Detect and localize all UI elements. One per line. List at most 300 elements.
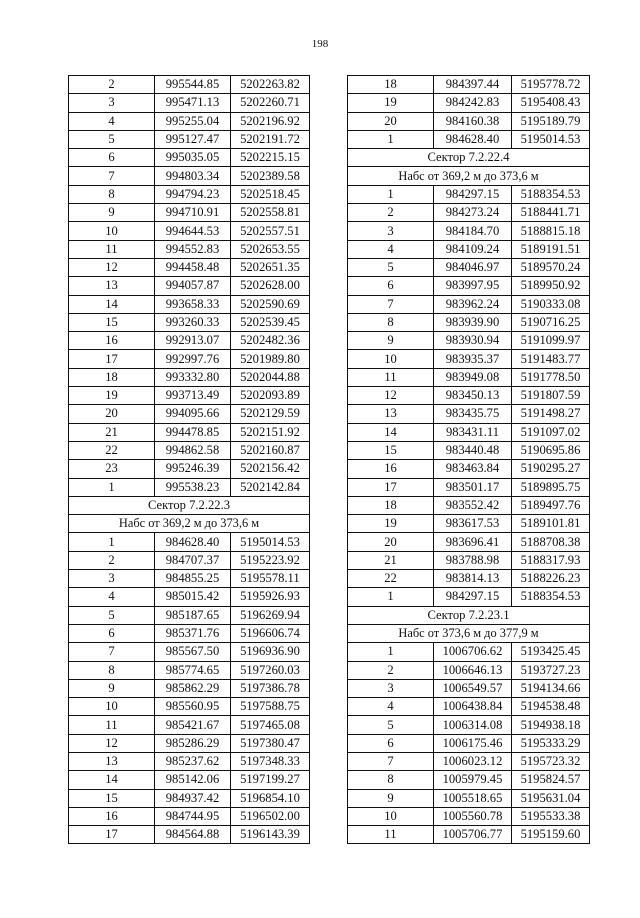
table-row	[348, 332, 590, 350]
y-coordinate-cell: 5196143.39	[231, 826, 310, 844]
x-coordinate-cell: 993713.49	[155, 387, 231, 405]
point-number-cell: 15	[69, 313, 155, 331]
table-row	[348, 771, 590, 789]
point-number-cell: 21	[348, 551, 434, 569]
table-row	[348, 478, 590, 496]
point-number-cell: 12	[69, 734, 155, 752]
point-number-cell: 8	[348, 313, 434, 331]
y-coordinate-cell: 5202151.92	[231, 423, 310, 441]
point-number-cell: 16	[69, 807, 155, 825]
point-number-cell: 7	[69, 643, 155, 661]
y-coordinate-cell: 5195723.32	[512, 752, 590, 770]
point-number-cell: 4	[348, 698, 434, 716]
x-coordinate-cell: 994710.91	[155, 204, 231, 222]
height-range-row	[348, 167, 590, 185]
point-number-cell: 8	[348, 771, 434, 789]
table-row	[69, 807, 310, 825]
x-coordinate-cell: 985371.76	[155, 624, 231, 642]
point-number-cell: 15	[348, 441, 434, 459]
table-row	[348, 350, 590, 368]
sector-title-row	[69, 496, 310, 514]
table-row	[348, 533, 590, 551]
y-coordinate-cell: 5202044.88	[231, 368, 310, 386]
y-coordinate-cell: 5197348.33	[231, 752, 310, 770]
y-coordinate-cell: 5191099.97	[512, 332, 590, 350]
table-row	[69, 277, 310, 295]
point-number-cell: 4	[69, 588, 155, 606]
y-coordinate-cell: 5202196.92	[231, 112, 310, 130]
x-coordinate-cell: 983617.53	[434, 515, 512, 533]
point-number-cell: 10	[69, 698, 155, 716]
height-range: Набс от 369,2 м до 373,6 м	[69, 515, 310, 533]
table-row	[348, 185, 590, 203]
table-row	[69, 661, 310, 679]
x-coordinate-cell: 984937.42	[155, 789, 231, 807]
point-number-cell: 15	[69, 789, 155, 807]
table-row	[348, 277, 590, 295]
x-coordinate-cell: 984109.24	[434, 240, 512, 258]
x-coordinate-cell: 992913.07	[155, 332, 231, 350]
coordinates-table-left	[68, 75, 310, 844]
x-coordinate-cell: 995544.85	[155, 76, 231, 94]
height-range: Набс от 373,6 м до 377,9 м	[348, 624, 590, 642]
table-row	[69, 204, 310, 222]
y-coordinate-cell: 5202558.81	[231, 204, 310, 222]
y-coordinate-cell: 5191483.77	[512, 350, 590, 368]
point-number-cell: 13	[348, 405, 434, 423]
y-coordinate-cell: 5195631.04	[512, 789, 590, 807]
y-coordinate-cell: 5195578.11	[231, 570, 310, 588]
y-coordinate-cell: 5194134.66	[512, 679, 590, 697]
y-coordinate-cell: 5197386.78	[231, 679, 310, 697]
y-coordinate-cell: 5190716.25	[512, 313, 590, 331]
coordinates-table-right	[347, 75, 590, 844]
y-coordinate-cell: 5202160.87	[231, 441, 310, 459]
point-number-cell: 5	[348, 716, 434, 734]
point-number-cell: 3	[69, 570, 155, 588]
table-row	[69, 130, 310, 148]
y-coordinate-cell: 5196269.94	[231, 606, 310, 624]
point-number-cell: 17	[69, 350, 155, 368]
point-number-cell: 6	[69, 149, 155, 167]
x-coordinate-cell: 1005706.77	[434, 826, 512, 844]
point-number-cell: 10	[348, 350, 434, 368]
table-row	[348, 661, 590, 679]
point-number-cell: 9	[348, 332, 434, 350]
x-coordinate-cell: 1006706.62	[434, 643, 512, 661]
y-coordinate-cell: 5201989.80	[231, 350, 310, 368]
point-number-cell: 7	[348, 295, 434, 313]
point-number-cell: 14	[348, 423, 434, 441]
point-number-cell: 2	[348, 204, 434, 222]
y-coordinate-cell: 5196606.74	[231, 624, 310, 642]
x-coordinate-cell: 994057.87	[155, 277, 231, 295]
table-row	[348, 551, 590, 569]
x-coordinate-cell: 1006023.12	[434, 752, 512, 770]
y-coordinate-cell: 5190695.86	[512, 441, 590, 459]
x-coordinate-cell: 994552.83	[155, 240, 231, 258]
x-coordinate-cell: 993658.33	[155, 295, 231, 313]
x-coordinate-cell: 983440.48	[434, 441, 512, 459]
point-number-cell: 6	[348, 277, 434, 295]
page-number: 198	[311, 38, 329, 50]
x-coordinate-cell: 1006438.84	[434, 698, 512, 716]
table-row	[69, 734, 310, 752]
coordinates-table-left-body	[69, 76, 310, 844]
point-number-cell: 1	[69, 478, 155, 496]
table-row	[348, 570, 590, 588]
point-number-cell: 22	[69, 441, 155, 459]
y-coordinate-cell: 5188815.18	[512, 222, 590, 240]
x-coordinate-cell: 984297.15	[434, 588, 512, 606]
sector-title-row	[348, 606, 590, 624]
point-number-cell: 8	[69, 185, 155, 203]
x-coordinate-cell: 984397.44	[434, 76, 512, 94]
point-number-cell: 20	[348, 112, 434, 130]
x-coordinate-cell: 984628.40	[434, 130, 512, 148]
point-number-cell: 12	[69, 258, 155, 276]
point-number-cell: 2	[69, 76, 155, 94]
table-row	[348, 441, 590, 459]
x-coordinate-cell: 994095.66	[155, 405, 231, 423]
y-coordinate-cell: 5195926.93	[231, 588, 310, 606]
x-coordinate-cell: 1005560.78	[434, 807, 512, 825]
table-row	[348, 204, 590, 222]
point-number-cell: 3	[69, 94, 155, 112]
x-coordinate-cell: 984046.97	[434, 258, 512, 276]
y-coordinate-cell: 5191498.27	[512, 405, 590, 423]
point-number-cell: 4	[348, 240, 434, 258]
point-number-cell: 5	[348, 258, 434, 276]
x-coordinate-cell: 983814.13	[434, 570, 512, 588]
sector-title-row	[348, 149, 590, 167]
x-coordinate-cell: 985567.50	[155, 643, 231, 661]
point-number-cell: 4	[69, 112, 155, 130]
y-coordinate-cell: 5194938.18	[512, 716, 590, 734]
point-number-cell: 13	[69, 752, 155, 770]
point-number-cell: 18	[348, 76, 434, 94]
y-coordinate-cell: 5188354.53	[512, 185, 590, 203]
y-coordinate-cell: 5202263.82	[231, 76, 310, 94]
x-coordinate-cell: 984707.37	[155, 551, 231, 569]
y-coordinate-cell: 5195778.72	[512, 76, 590, 94]
sector-title: Сектор 7.2.22.3	[69, 496, 310, 514]
point-number-cell: 11	[69, 240, 155, 258]
x-coordinate-cell: 984184.70	[434, 222, 512, 240]
y-coordinate-cell: 5195159.60	[512, 826, 590, 844]
coordinates-table-right-body	[348, 76, 590, 844]
table-row	[69, 222, 310, 240]
table-row	[69, 313, 310, 331]
point-number-cell: 17	[348, 478, 434, 496]
point-number-cell: 1	[348, 130, 434, 148]
table-row	[69, 679, 310, 697]
point-number-cell: 17	[69, 826, 155, 844]
table-row	[69, 643, 310, 661]
y-coordinate-cell: 5202215.15	[231, 149, 310, 167]
x-coordinate-cell: 983501.17	[434, 478, 512, 496]
point-number-cell: 7	[348, 752, 434, 770]
x-coordinate-cell: 994794.23	[155, 185, 231, 203]
table-row	[69, 752, 310, 770]
x-coordinate-cell: 984744.95	[155, 807, 231, 825]
y-coordinate-cell: 5188317.93	[512, 551, 590, 569]
x-coordinate-cell: 983463.84	[434, 460, 512, 478]
x-coordinate-cell: 983939.90	[434, 313, 512, 331]
table-row	[69, 716, 310, 734]
y-coordinate-cell: 5202628.00	[231, 277, 310, 295]
point-number-cell: 23	[69, 460, 155, 478]
sector-title: Сектор 7.2.23.1	[348, 606, 590, 624]
x-coordinate-cell: 985560.95	[155, 698, 231, 716]
point-number-cell: 7	[69, 167, 155, 185]
x-coordinate-cell: 993260.33	[155, 313, 231, 331]
table-row	[348, 716, 590, 734]
x-coordinate-cell: 995471.13	[155, 94, 231, 112]
point-number-cell: 12	[348, 387, 434, 405]
table-row	[69, 588, 310, 606]
point-number-cell: 11	[348, 368, 434, 386]
x-coordinate-cell: 994644.53	[155, 222, 231, 240]
y-coordinate-cell: 5191097.02	[512, 423, 590, 441]
x-coordinate-cell: 984297.15	[434, 185, 512, 203]
y-coordinate-cell: 5202093.89	[231, 387, 310, 405]
table-row	[69, 332, 310, 350]
point-number-cell: 10	[348, 807, 434, 825]
x-coordinate-cell: 983450.13	[434, 387, 512, 405]
point-number-cell: 19	[348, 94, 434, 112]
y-coordinate-cell: 5195014.53	[231, 533, 310, 551]
y-coordinate-cell: 5197588.75	[231, 698, 310, 716]
point-number-cell: 14	[69, 295, 155, 313]
x-coordinate-cell: 983431.11	[434, 423, 512, 441]
point-number-cell: 1	[348, 643, 434, 661]
y-coordinate-cell: 5197199.27	[231, 771, 310, 789]
table-row	[69, 789, 310, 807]
y-coordinate-cell: 5196936.90	[231, 643, 310, 661]
point-number-cell: 18	[348, 496, 434, 514]
point-number-cell: 22	[348, 570, 434, 588]
table-row	[348, 112, 590, 130]
table-row	[348, 295, 590, 313]
table-row	[348, 698, 590, 716]
table-row	[348, 423, 590, 441]
y-coordinate-cell: 5202142.84	[231, 478, 310, 496]
x-coordinate-cell: 984628.40	[155, 533, 231, 551]
x-coordinate-cell: 1006549.57	[434, 679, 512, 697]
table-row	[69, 240, 310, 258]
x-coordinate-cell: 994458.48	[155, 258, 231, 276]
table-row	[69, 698, 310, 716]
y-coordinate-cell: 5193727.23	[512, 661, 590, 679]
point-number-cell: 16	[348, 460, 434, 478]
x-coordinate-cell: 993332.80	[155, 368, 231, 386]
y-coordinate-cell: 5195014.53	[512, 130, 590, 148]
point-number-cell: 1	[348, 185, 434, 203]
table-row	[348, 94, 590, 112]
y-coordinate-cell: 5197465.08	[231, 716, 310, 734]
y-coordinate-cell: 5196502.00	[231, 807, 310, 825]
x-coordinate-cell: 1005518.65	[434, 789, 512, 807]
y-coordinate-cell: 5202651.35	[231, 258, 310, 276]
x-coordinate-cell: 995255.04	[155, 112, 231, 130]
point-number-cell: 9	[69, 679, 155, 697]
x-coordinate-cell: 983962.24	[434, 295, 512, 313]
y-coordinate-cell: 5188354.53	[512, 588, 590, 606]
table-row	[348, 807, 590, 825]
y-coordinate-cell: 5188708.38	[512, 533, 590, 551]
table-row	[69, 350, 310, 368]
table-row	[69, 185, 310, 203]
x-coordinate-cell: 983997.95	[434, 277, 512, 295]
y-coordinate-cell: 5191807.59	[512, 387, 590, 405]
y-coordinate-cell: 5189570.24	[512, 258, 590, 276]
table-row	[69, 149, 310, 167]
x-coordinate-cell: 983949.08	[434, 368, 512, 386]
table-row	[348, 313, 590, 331]
y-coordinate-cell: 5189895.75	[512, 478, 590, 496]
point-number-cell: 6	[69, 624, 155, 642]
point-number-cell: 3	[348, 222, 434, 240]
point-number-cell: 10	[69, 222, 155, 240]
y-coordinate-cell: 5202260.71	[231, 94, 310, 112]
point-number-cell: 1	[69, 533, 155, 551]
table-row	[348, 588, 590, 606]
x-coordinate-cell: 992997.76	[155, 350, 231, 368]
y-coordinate-cell: 5188226.23	[512, 570, 590, 588]
table-row	[69, 606, 310, 624]
table-row	[69, 551, 310, 569]
x-coordinate-cell: 983435.75	[434, 405, 512, 423]
y-coordinate-cell: 5202156.42	[231, 460, 310, 478]
y-coordinate-cell: 5190295.27	[512, 460, 590, 478]
x-coordinate-cell: 985862.29	[155, 679, 231, 697]
height-range: Набс от 369,2 м до 373,6 м	[348, 167, 590, 185]
table-row	[69, 826, 310, 844]
point-number-cell: 19	[69, 387, 155, 405]
x-coordinate-cell: 995127.47	[155, 130, 231, 148]
y-coordinate-cell: 5194538.48	[512, 698, 590, 716]
point-number-cell: 19	[348, 515, 434, 533]
point-number-cell: 14	[69, 771, 155, 789]
y-coordinate-cell: 5202518.45	[231, 185, 310, 203]
y-coordinate-cell: 5193425.45	[512, 643, 590, 661]
table-row	[348, 679, 590, 697]
table-row	[69, 570, 310, 588]
table-row	[348, 130, 590, 148]
table-row	[348, 76, 590, 94]
point-number-cell: 11	[69, 716, 155, 734]
y-coordinate-cell: 5189497.76	[512, 496, 590, 514]
point-number-cell: 2	[348, 661, 434, 679]
x-coordinate-cell: 1006314.08	[434, 716, 512, 734]
table-row	[348, 515, 590, 533]
x-coordinate-cell: 985421.67	[155, 716, 231, 734]
y-coordinate-cell: 5197380.47	[231, 734, 310, 752]
table-row	[348, 460, 590, 478]
y-coordinate-cell: 5189101.81	[512, 515, 590, 533]
table-row	[69, 94, 310, 112]
point-number-cell: 18	[69, 368, 155, 386]
y-coordinate-cell: 5189191.51	[512, 240, 590, 258]
y-coordinate-cell: 5191778.50	[512, 368, 590, 386]
table-row	[348, 734, 590, 752]
point-number-cell: 1	[348, 588, 434, 606]
y-coordinate-cell: 5195223.92	[231, 551, 310, 569]
point-number-cell: 3	[348, 679, 434, 697]
point-number-cell: 5	[69, 130, 155, 148]
point-number-cell: 11	[348, 826, 434, 844]
y-coordinate-cell: 5202653.55	[231, 240, 310, 258]
y-coordinate-cell: 5197260.03	[231, 661, 310, 679]
y-coordinate-cell: 5188441.71	[512, 204, 590, 222]
x-coordinate-cell: 995035.05	[155, 149, 231, 167]
table-row	[69, 460, 310, 478]
table-row	[69, 423, 310, 441]
point-number-cell: 6	[348, 734, 434, 752]
table-row	[348, 789, 590, 807]
y-coordinate-cell: 5202129.59	[231, 405, 310, 423]
table-row	[348, 643, 590, 661]
table-row	[69, 387, 310, 405]
y-coordinate-cell: 5195824.57	[512, 771, 590, 789]
y-coordinate-cell: 5202191.72	[231, 130, 310, 148]
x-coordinate-cell: 984564.88	[155, 826, 231, 844]
y-coordinate-cell: 5195189.79	[512, 112, 590, 130]
x-coordinate-cell: 994862.58	[155, 441, 231, 459]
table-row	[348, 368, 590, 386]
x-coordinate-cell: 985187.65	[155, 606, 231, 624]
point-number-cell: 8	[69, 661, 155, 679]
table-row	[69, 533, 310, 551]
y-coordinate-cell: 5195533.38	[512, 807, 590, 825]
table-row	[69, 167, 310, 185]
x-coordinate-cell: 983696.41	[434, 533, 512, 551]
table-row	[348, 752, 590, 770]
table-row	[69, 112, 310, 130]
point-number-cell: 2	[69, 551, 155, 569]
y-coordinate-cell: 5196854.10	[231, 789, 310, 807]
height-range-row	[69, 515, 310, 533]
table-row	[69, 368, 310, 386]
x-coordinate-cell: 984160.38	[434, 112, 512, 130]
x-coordinate-cell: 1006175.46	[434, 734, 512, 752]
y-coordinate-cell: 5195408.43	[512, 94, 590, 112]
x-coordinate-cell: 994803.34	[155, 167, 231, 185]
x-coordinate-cell: 984242.83	[434, 94, 512, 112]
point-number-cell: 5	[69, 606, 155, 624]
y-coordinate-cell: 5189950.92	[512, 277, 590, 295]
y-coordinate-cell: 5202590.69	[231, 295, 310, 313]
point-number-cell: 9	[69, 204, 155, 222]
x-coordinate-cell: 983930.94	[434, 332, 512, 350]
height-range-row	[348, 624, 590, 642]
table-row	[69, 295, 310, 313]
x-coordinate-cell: 985237.62	[155, 752, 231, 770]
y-coordinate-cell: 5202539.45	[231, 313, 310, 331]
table-row	[69, 76, 310, 94]
y-coordinate-cell: 5190333.08	[512, 295, 590, 313]
x-coordinate-cell: 1005979.45	[434, 771, 512, 789]
table-row	[69, 771, 310, 789]
point-number-cell: 20	[69, 405, 155, 423]
table-row	[69, 405, 310, 423]
x-coordinate-cell: 983788.98	[434, 551, 512, 569]
table-row	[348, 387, 590, 405]
sector-title: Сектор 7.2.22.4	[348, 149, 590, 167]
x-coordinate-cell: 984855.25	[155, 570, 231, 588]
table-row	[348, 222, 590, 240]
